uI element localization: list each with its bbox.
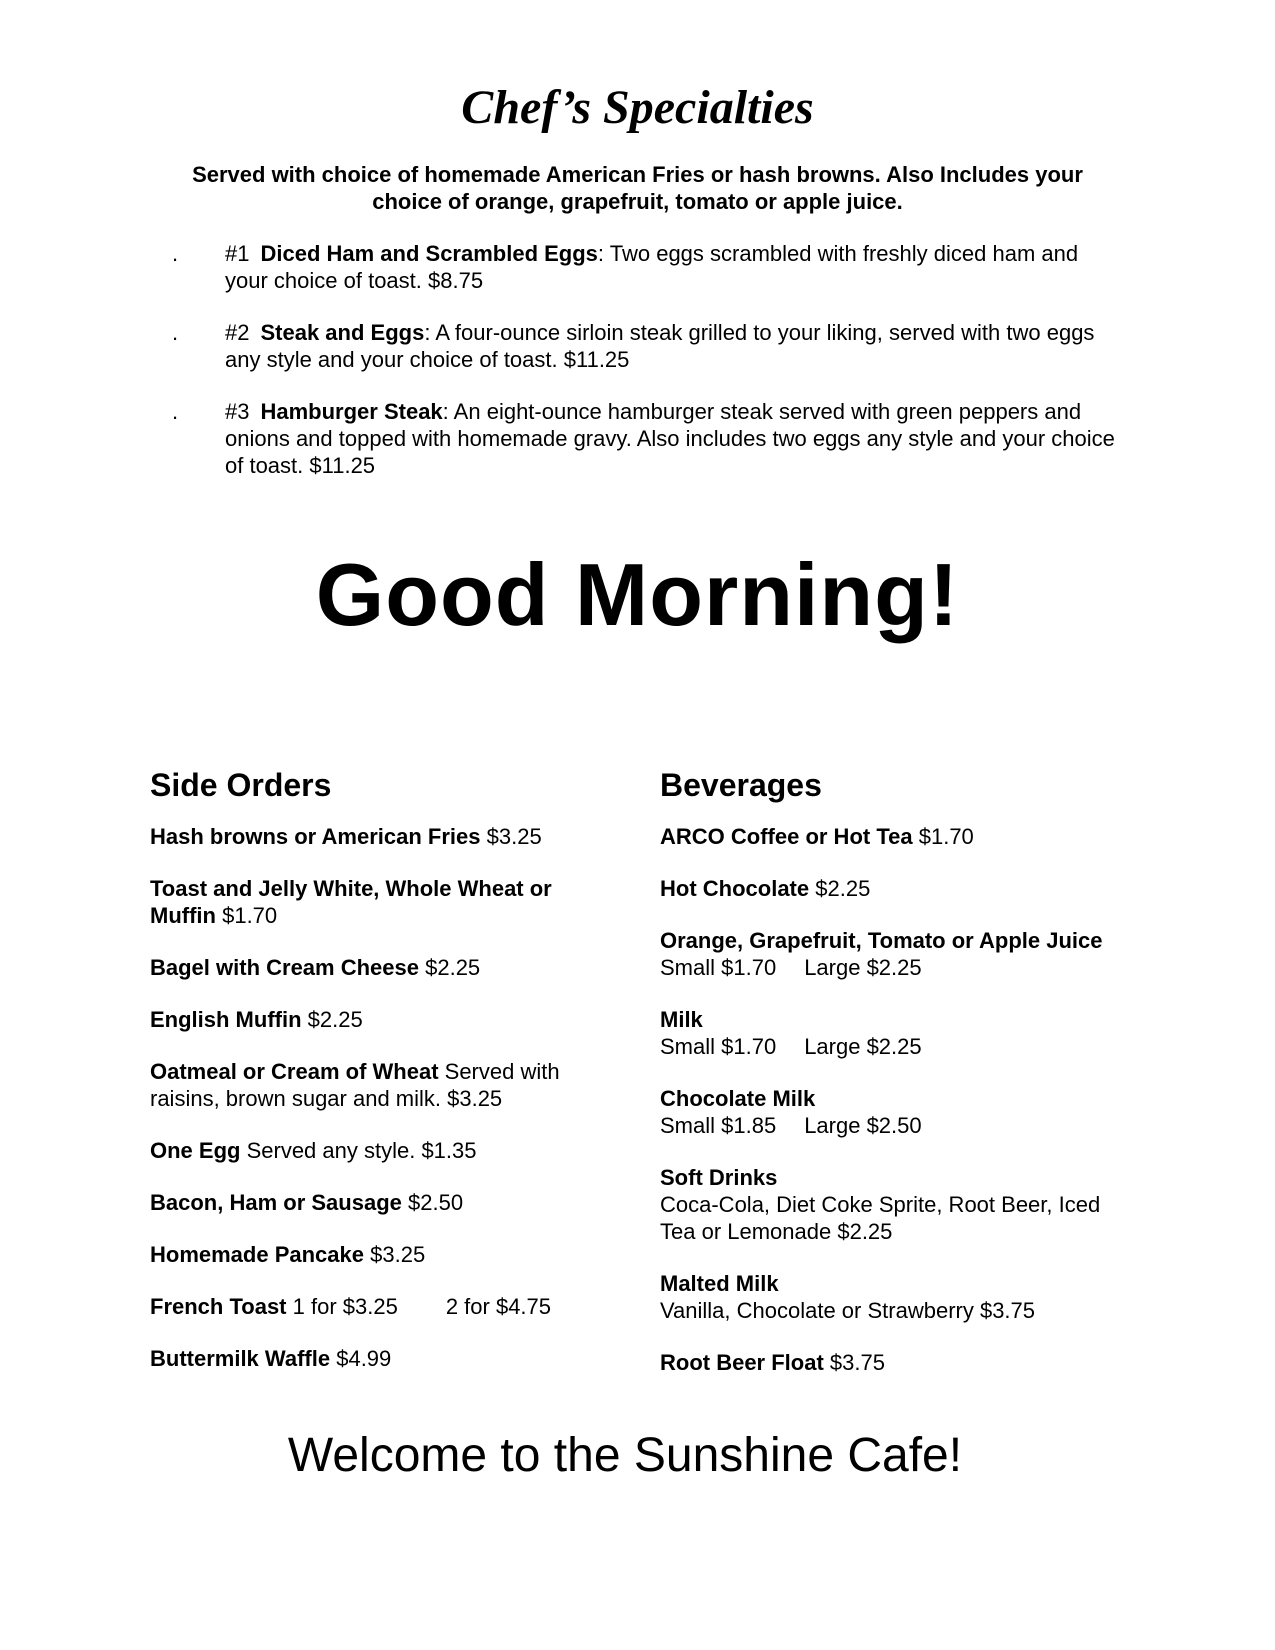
specialty-item [160,398,1120,479]
item-detail: Served with raisins, brown sugar and milk. $3.25 [150,1059,560,1111]
item-detail: Vanilla, Chocolate or Strawberry $3.75 [660,1298,1036,1323]
menu-item [660,875,1140,902]
side-orders-section [150,765,620,1397]
specialty-description: : A four-ounce sirloin steak grilled to your liking, served with two eggs any style and your choice of toast. $11.25 [225,320,1095,372]
item-name: Hot Chocolate [660,876,810,901]
item-name: English Muffin [150,1007,302,1032]
menu-item-french-toast [150,1293,620,1320]
item-detail: $3.75 [829,1350,885,1375]
specialty-description: : An eight-ounce hamburger steak served with green peppers and onions and topped with homemade gravy. Also includes two eggs any style and your choice of toast. $11.25 [225,399,1115,478]
menu-item [150,823,620,850]
side-orders-heading: Side Orders [150,767,332,803]
specialty-name: Diced Ham and Scrambled Eggs [260,241,598,266]
menu-item [660,1349,1140,1376]
beverages-heading: Beverages [660,767,822,803]
menu-item [660,1006,1140,1060]
item-name: Homemade Pancake [150,1242,364,1267]
item-name: Chocolate Milk [660,1086,816,1111]
item-detail: $4.99 [336,1346,392,1371]
item-name: Buttermilk Waffle [150,1346,331,1371]
specialty-name: Steak and Eggs [260,320,425,345]
specialty-number: #3 [225,399,250,424]
menu-item [150,1137,620,1164]
item-detail: Served any style. $1.35 [246,1138,477,1163]
item-name: French Toast [150,1294,287,1319]
menu-item [150,875,620,929]
item-price-one: 1 for $3.25 [292,1294,398,1319]
item-price-two: 2 for $4.75 [445,1294,552,1319]
item-name: Oatmeal or Cream of Wheat [150,1059,439,1084]
item-detail: $2.25 [307,1007,363,1032]
bullet-mark: . [172,241,179,266]
bullet-mark: . [172,320,179,345]
item-price-large: Large $2.25 [804,1034,922,1059]
item-name: Milk [660,1007,703,1032]
item-price-small: Small $1.70 [660,955,777,980]
menu-item [150,1006,620,1033]
menu-item [660,1164,1140,1245]
item-detail: $3.25 [486,824,542,849]
item-name: Orange, Grapefruit, Tomato or Apple Juice [660,928,1103,953]
item-price-large: Large $2.50 [804,1113,922,1138]
item-price-small: Small $1.70 [660,1034,777,1059]
welcome-message: Welcome to the Sunshine Cafe! [287,1429,963,1482]
item-detail: Coca-Cola, Diet Coke Sprite, Root Beer, Iced Tea or Lemonade $2.25 [660,1192,1101,1244]
specialty-description: : Two eggs scrambled with freshly diced ham and your choice of toast. $8.75 [225,241,1079,293]
item-price-small: Small $1.85 [660,1113,777,1138]
item-name: Hash browns or American Fries [150,824,481,849]
item-name: ARCO Coffee or Hot Tea [660,824,913,849]
menu-item [660,823,1140,850]
menu-item [150,1189,620,1216]
item-detail: $3.25 [370,1242,426,1267]
item-name: Bacon, Ham or Sausage [150,1190,402,1215]
specialty-item [160,319,1120,373]
item-detail: $1.70 [222,903,278,928]
item-detail: $2.50 [408,1190,464,1215]
item-name: One Egg [150,1138,241,1163]
bullet-mark: . [172,399,179,424]
menu-item [150,1241,620,1268]
menu-item [150,1345,620,1372]
item-name: Toast and Jelly White, Whole Wheat or Muffin [150,876,552,928]
specialty-item [160,240,1120,294]
item-detail: $1.70 [918,824,974,849]
item-name: Malted Milk [660,1271,779,1296]
item-name: Bagel with Cream Cheese [150,955,419,980]
specialty-number: #2 [225,320,250,345]
item-detail: $2.25 [815,876,871,901]
item-price-large: Large $2.25 [804,955,922,980]
page-title: Chef’s Specialties [461,81,814,134]
menu-item [660,927,1140,981]
item-name: Root Beer Float [660,1350,824,1375]
menu-item [150,954,620,981]
item-detail: $2.25 [425,955,481,980]
greeting-heading: Good Morning! [315,545,960,644]
specialty-number: #1 [225,241,250,266]
specialty-name: Hamburger Steak [260,399,443,424]
menu-item [150,1058,620,1112]
beverages-section [660,765,1140,1401]
specialties-list [160,240,1120,504]
item-name: Soft Drinks [660,1165,778,1190]
menu-item [660,1270,1140,1324]
specialties-intro: Served with choice of homemade American Fries or hash browns. Also Includes your choice of orange, grapefruit, tomato or apple juice. [192,162,1083,214]
menu-item [660,1085,1140,1139]
